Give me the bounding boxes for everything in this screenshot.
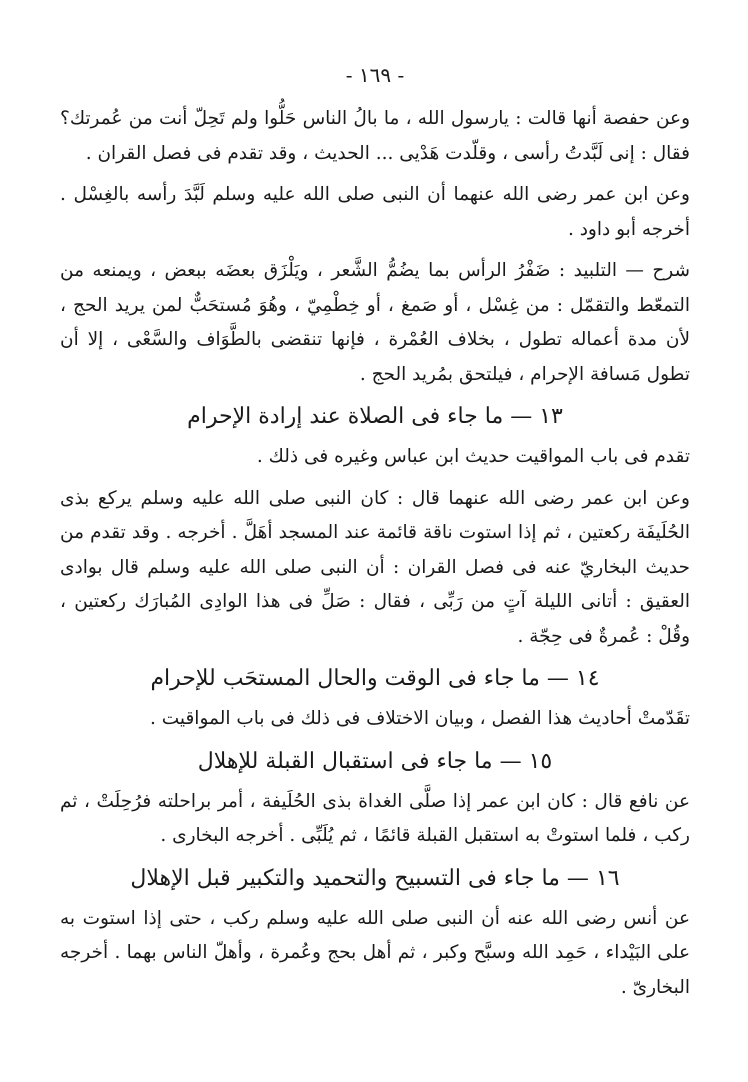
section-heading-15: ١٥ — ما جاء فى استقبال القبلة للإهلال	[197, 748, 553, 774]
paragraph-text: عن أنس رضى الله عنه أن النبى صلى الله عليه وسلم ركب ، حتى إذا استوت به على البَيْداء ، حَمِد الله وسبَّح وكبر ، ثم أهل بحج وعُمرة ، وأهلّ الناس بهما . أخرجه البخارىّ .	[60, 907, 690, 998]
paragraph-ibn-umar-rakatayn	[60, 482, 690, 655]
paragraph-text: وعن حفصة أنها قالت : يارسول الله ، ما بالُ الناس حَلُّوا ولم تَحِلّ أنت من عُمرتك؟ فقال : إنى لَبَّدتُ رأسى ، وقلّدت هَدْيى ... الحديث ، وقد تقدم فى فصل القران .	[60, 108, 690, 164]
section-heading-13: ١٣ — ما جاء فى الصلاة عند إرادة الإحرام	[187, 404, 563, 429]
paragraph-ibn-umar-talbid	[60, 178, 690, 247]
paragraph-time-reference	[60, 702, 690, 737]
section-heading-16: ١٦ — ما جاء فى التسبيح والتحميد والتكبير قبل الإهلال	[130, 865, 620, 891]
page-number: - ١٦٩ -	[345, 63, 405, 87]
paragraph-nafi-qibla	[60, 785, 690, 854]
document-page	[60, 62, 690, 1012]
paragraph-sharh-talbid	[60, 254, 690, 392]
paragraph-text: وعن ابن عمر رضى الله عنهما أن النبى صلى الله عليه وسلم لَبَّدَ رأسه بالغِسْل . أخرجه أبو داود .	[60, 184, 690, 240]
paragraph-text: وعن ابن عمر رضى الله عنهما قال : كان النبى صلى الله عليه وسلم يركع بذى الحُلَيفَة ركعتين ، ثم إذا استوت ناقة قائمة عند المسجد أهَلَّ . أخرجه . وقد تقدم من حديث البخاريّ عنه فى فصل القران : أن النبى صلى الله عليه وسلم قال بوادى العقيق : أتانى الليلة آتٍ من رَبِّى ، فقال : صَلِّ فى هذا الوادِى المُبارَك ركعتين ، وقُلْ : عُمرةٌ فى حِجّة .	[60, 487, 690, 647]
paragraph-text: شرح — التلبيد : ضَفْرُ الرأس بما يضُمُّ الشَّعر ، ويَلْزَق بعضَه ببعض ، ويمنعه من التمعّط والتقمّل : من غِسْل ، أو صَمغ ، أو خِطْمِيّ ، وهُوَ مُستحَبٌّ لمن يريد الحج ، لأن مدة أعماله تطول ، بخلاف العُمْرة ، فإنها تنقضى بالطَّوَاف والسَّعْى ، إلا أن تطول مَسافة الإحرام ، فيلتحق بمُريد الحج .	[60, 260, 690, 385]
paragraph-text: عن نافع قال : كان ابن عمر إذا صلَّى الغداة بذى الحُلَيفة ، أمر براحلته فرُحِلَتْ ، ثم ركب ، فلما استوتْ به استقبل القبلة قائمًا ، ثم يُلَبِّى . أخرجه البخارى .	[60, 790, 690, 846]
paragraph-anas-tasbih	[60, 902, 690, 1006]
section-heading-14: ١٤ — ما جاء فى الوقت والحال المستحَب للإحرام	[150, 666, 600, 691]
paragraph-mawaqit-reference	[60, 440, 690, 475]
paragraph-hafsa-hadith	[60, 102, 690, 171]
paragraph-text: تقدم فى باب المواقيت حديث ابن عباس وغيره فى ذلك .	[256, 446, 690, 467]
paragraph-text: تقَدّمتْ أحاديث هذا الفصل ، وبيان الاختلاف فى ذلك فى باب المواقيت .	[149, 708, 690, 729]
